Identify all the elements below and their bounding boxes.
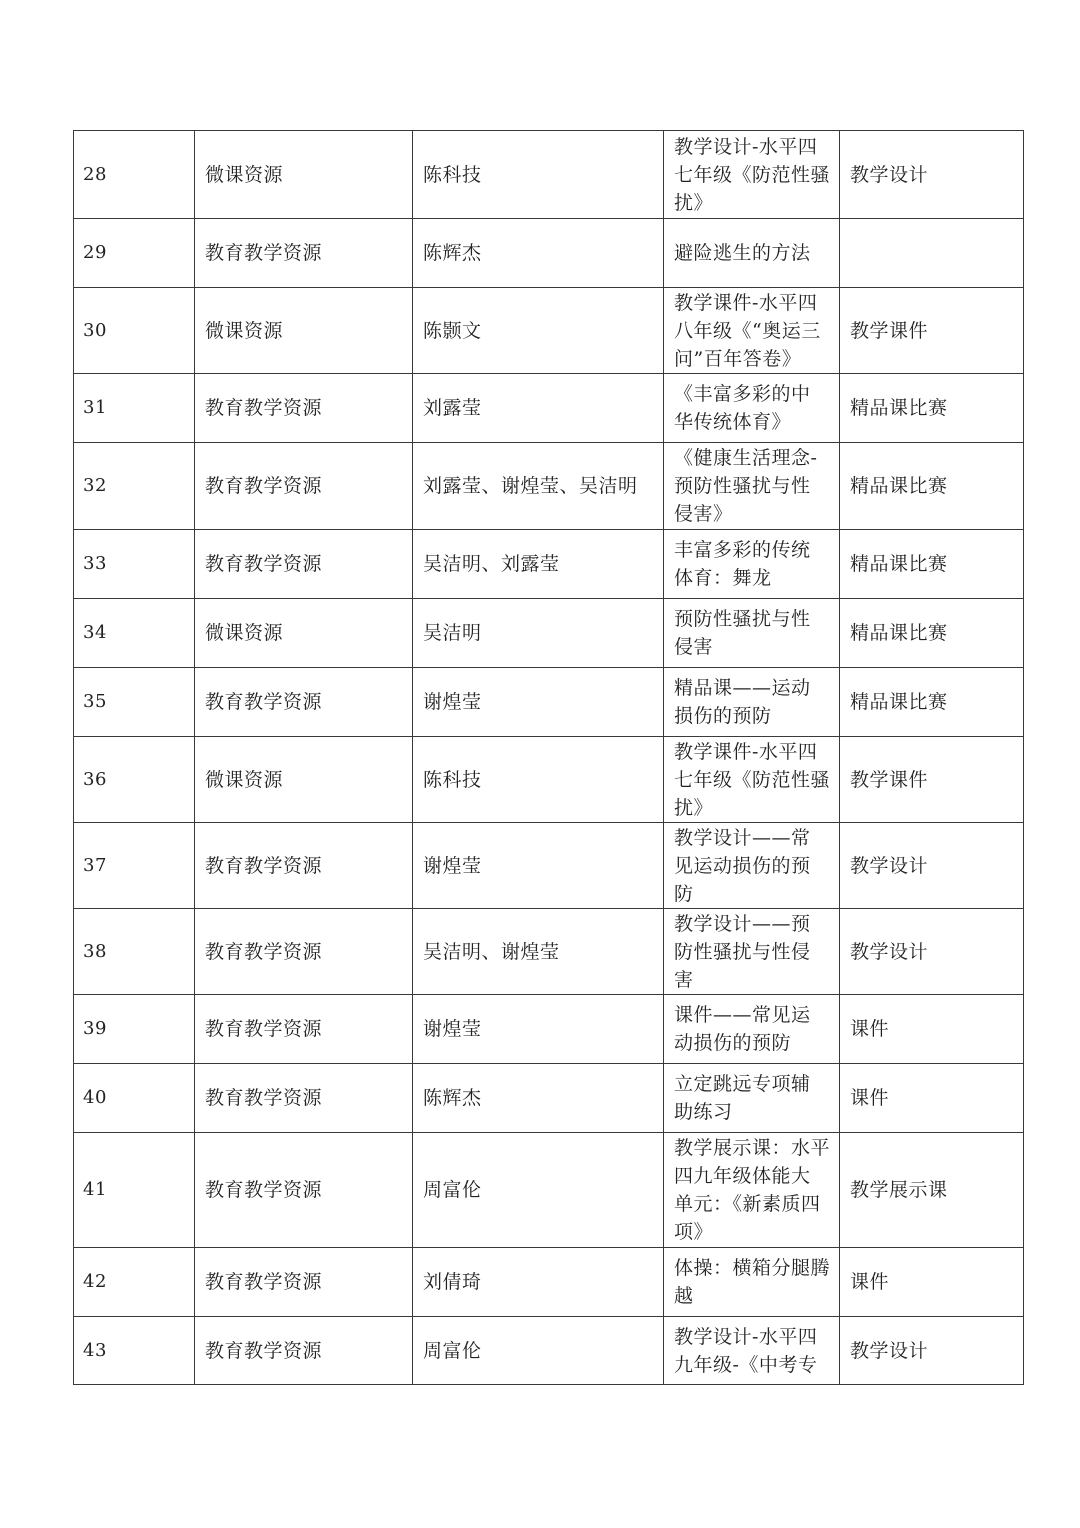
title-line: 侵害》 xyxy=(674,503,733,525)
author-cell: 刘倩琦 xyxy=(413,1248,664,1317)
category-cell: 教育教学资源 xyxy=(195,909,413,995)
title-line: 扰》 xyxy=(674,191,714,214)
title-line: 教学设计-水平四 xyxy=(674,1325,818,1348)
title-line: 害 xyxy=(674,968,694,991)
title-line: 教学设计——预 xyxy=(674,912,811,935)
title-cell xyxy=(664,1317,840,1385)
table-row xyxy=(74,737,1024,823)
title-line: 立定跳远专项辅 xyxy=(674,1073,811,1095)
table-row xyxy=(74,374,1024,443)
title-line: 预防性骚扰与性 xyxy=(674,608,811,630)
type-cell: 教学课件 xyxy=(840,737,1024,823)
row-number-cell: 36 xyxy=(74,737,195,823)
author-cell: 周富伦 xyxy=(413,1317,664,1385)
title-line: 单元：《新素质四 xyxy=(674,1193,821,1215)
type-cell: 教学展示课 xyxy=(840,1133,1024,1248)
title-line: 问”百年答卷》 xyxy=(674,347,802,370)
title-line: 见运动损伤的预 xyxy=(674,854,811,877)
type-cell: 课件 xyxy=(840,995,1024,1064)
author-cell: 陈辉杰 xyxy=(413,1064,664,1133)
title-line: 体育：舞龙 xyxy=(674,567,772,589)
title-cell xyxy=(664,995,840,1064)
type-cell: 课件 xyxy=(840,1064,1024,1133)
title-cell xyxy=(664,599,840,668)
title-cell xyxy=(664,909,840,995)
title-line: 《健康生活理念- xyxy=(674,447,818,469)
category-cell: 教育教学资源 xyxy=(195,1248,413,1317)
category-cell: 教育教学资源 xyxy=(195,1317,413,1385)
title-cell xyxy=(664,374,840,443)
title-line: 项》 xyxy=(674,1221,714,1243)
table-row xyxy=(74,909,1024,995)
category-cell: 教育教学资源 xyxy=(195,1064,413,1133)
title-line: 动损伤的预防 xyxy=(674,1032,792,1054)
category-cell: 教育教学资源 xyxy=(195,823,413,909)
title-cell xyxy=(664,1133,840,1248)
type-cell xyxy=(840,219,1024,288)
author-cell: 陈科技 xyxy=(413,737,664,823)
table-row xyxy=(74,1248,1024,1317)
title-line: 防性骚扰与性侵 xyxy=(674,940,811,963)
row-number-cell: 33 xyxy=(74,530,195,599)
title-line: 损伤的预防 xyxy=(674,705,772,727)
category-cell: 教育教学资源 xyxy=(195,219,413,288)
table-row xyxy=(74,1064,1024,1133)
title-line: 教学设计-水平四 xyxy=(674,135,818,158)
title-line: 教学课件-水平四 xyxy=(674,740,818,763)
row-number-cell: 39 xyxy=(74,995,195,1064)
category-cell: 教育教学资源 xyxy=(195,530,413,599)
type-cell: 精品课比赛 xyxy=(840,374,1024,443)
row-number-cell: 42 xyxy=(74,1248,195,1317)
title-line: 七年级《防范性骚 xyxy=(674,163,831,186)
title-line: 丰富多彩的传统 xyxy=(674,539,811,561)
title-line: 预防性骚扰与性 xyxy=(674,475,811,497)
table-row xyxy=(74,668,1024,737)
author-cell: 谢煌莹 xyxy=(413,995,664,1064)
resource-table xyxy=(73,130,1024,1385)
title-line: 避险逃生的方法 xyxy=(674,242,811,264)
row-number-cell: 35 xyxy=(74,668,195,737)
type-cell: 精品课比赛 xyxy=(840,599,1024,668)
title-cell xyxy=(664,443,840,530)
category-cell: 微课资源 xyxy=(195,131,413,219)
title-cell xyxy=(664,530,840,599)
title-line: 侵害 xyxy=(674,636,714,658)
type-cell: 教学设计 xyxy=(840,823,1024,909)
type-cell: 教学课件 xyxy=(840,288,1024,374)
title-line: 《丰富多彩的中 xyxy=(674,383,811,405)
table-row xyxy=(74,131,1024,219)
table-row xyxy=(74,995,1024,1064)
author-cell: 刘露莹、谢煌莹、吴洁明 xyxy=(413,443,664,530)
title-line: 助练习 xyxy=(674,1101,733,1123)
category-cell: 教育教学资源 xyxy=(195,1133,413,1248)
title-line: 扰》 xyxy=(674,796,714,819)
table-row xyxy=(74,443,1024,530)
type-cell: 教学设计 xyxy=(840,1317,1024,1385)
row-number-cell: 30 xyxy=(74,288,195,374)
title-cell xyxy=(664,1248,840,1317)
title-cell xyxy=(664,737,840,823)
table-row xyxy=(74,823,1024,909)
title-line: 精品课——运动 xyxy=(674,677,811,699)
row-number-cell: 28 xyxy=(74,131,195,219)
category-cell: 微课资源 xyxy=(195,599,413,668)
table-row xyxy=(74,530,1024,599)
type-cell: 精品课比赛 xyxy=(840,443,1024,530)
author-cell: 吴洁明 xyxy=(413,599,664,668)
category-cell: 教育教学资源 xyxy=(195,995,413,1064)
title-line: 九年级-《中考专 xyxy=(674,1353,818,1376)
table-row xyxy=(74,1317,1024,1385)
table-row xyxy=(74,219,1024,288)
author-cell: 陈颢文 xyxy=(413,288,664,374)
table-row xyxy=(74,288,1024,374)
author-cell: 周富伦 xyxy=(413,1133,664,1248)
title-cell xyxy=(664,668,840,737)
author-cell: 刘露莹 xyxy=(413,374,664,443)
row-number-cell: 41 xyxy=(74,1133,195,1248)
table-row xyxy=(74,599,1024,668)
title-line: 华传统体育》 xyxy=(674,411,792,433)
category-cell: 微课资源 xyxy=(195,288,413,374)
title-line: 体操：横箱分腿腾 xyxy=(674,1257,831,1279)
row-number-cell: 43 xyxy=(74,1317,195,1385)
type-cell: 教学设计 xyxy=(840,131,1024,219)
author-cell: 陈科技 xyxy=(413,131,664,219)
title-cell xyxy=(664,288,840,374)
title-cell xyxy=(664,1064,840,1133)
row-number-cell: 38 xyxy=(74,909,195,995)
table-row xyxy=(74,1133,1024,1248)
type-cell: 精品课比赛 xyxy=(840,530,1024,599)
row-number-cell: 29 xyxy=(74,219,195,288)
author-cell: 吴洁明、谢煌莹 xyxy=(413,909,664,995)
title-line: 四九年级体能大 xyxy=(674,1165,811,1187)
title-cell xyxy=(664,219,840,288)
category-cell: 教育教学资源 xyxy=(195,374,413,443)
author-cell: 陈辉杰 xyxy=(413,219,664,288)
row-number-cell: 37 xyxy=(74,823,195,909)
resource-table-body xyxy=(74,131,1024,1385)
title-line: 课件——常见运 xyxy=(674,1004,811,1026)
type-cell: 教学设计 xyxy=(840,909,1024,995)
author-cell: 谢煌莹 xyxy=(413,668,664,737)
row-number-cell: 31 xyxy=(74,374,195,443)
author-cell: 吴洁明、刘露莹 xyxy=(413,530,664,599)
row-number-cell: 34 xyxy=(74,599,195,668)
type-cell: 精品课比赛 xyxy=(840,668,1024,737)
title-line: 教学课件-水平四 xyxy=(674,291,818,314)
category-cell: 教育教学资源 xyxy=(195,668,413,737)
title-line: 教学设计——常 xyxy=(674,826,811,849)
row-number-cell: 40 xyxy=(74,1064,195,1133)
title-cell xyxy=(664,131,840,219)
type-cell: 课件 xyxy=(840,1248,1024,1317)
category-cell: 教育教学资源 xyxy=(195,443,413,530)
row-number-cell: 32 xyxy=(74,443,195,530)
title-line: 防 xyxy=(674,882,694,905)
title-cell xyxy=(664,823,840,909)
category-cell: 微课资源 xyxy=(195,737,413,823)
title-line: 七年级《防范性骚 xyxy=(674,768,831,791)
title-line: 八年级《“奥运三 xyxy=(674,319,821,342)
author-cell: 谢煌莹 xyxy=(413,823,664,909)
title-line: 教学展示课：水平 xyxy=(674,1137,831,1159)
title-line: 越 xyxy=(674,1285,694,1307)
